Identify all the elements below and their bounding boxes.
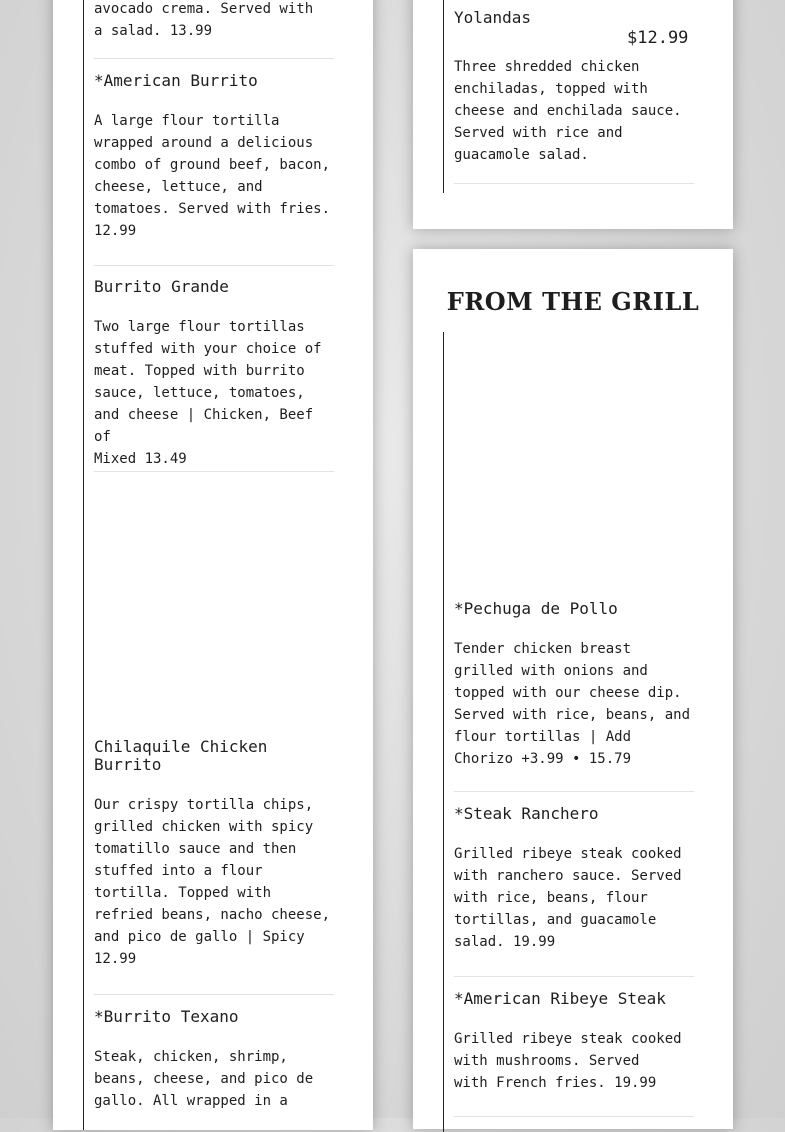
item-name: *Steak Ranchero [454, 804, 599, 823]
item-description-line: Tender chicken breast [454, 641, 632, 657]
item-description-line: topped with our cheese dip. [454, 685, 682, 701]
menu-item-steak-ranchero [454, 805, 694, 953]
item-description-line: and cheese | Chicken, Beef of [94, 407, 314, 445]
item-description-line: tortilla. Topped with [94, 885, 272, 901]
item-description-line: wrapped around a delicious [94, 135, 314, 151]
item-divider [94, 58, 334, 59]
item-description-line: a salad. 13.99 [94, 23, 213, 39]
item-description-line: A large flour tortilla [94, 113, 280, 129]
item-divider [94, 265, 334, 266]
menu-item-american-ribeye-steak [454, 990, 694, 1094]
item-description-line: 12.99 [94, 951, 137, 967]
item-description-line: tomatillo sauce and then [94, 841, 297, 857]
item-description-line: with rice, beans, flour [454, 890, 648, 906]
menu-item-yolandas [454, 9, 694, 27]
item-divider [454, 976, 694, 977]
item-description-line: Served with rice and [454, 125, 623, 141]
item-description-line: beans, cheese, and pico de [94, 1071, 314, 1087]
item-description-line: gallo. All wrapped in a [94, 1093, 288, 1109]
item-description-line: 12.99 [94, 223, 137, 239]
item-divider [454, 791, 694, 792]
item-divider [94, 471, 334, 472]
item-description-line: stuffed with your choice of [94, 341, 322, 357]
item-description-line: Three shredded chicken [454, 59, 640, 75]
item-price: $12.99 [627, 28, 689, 48]
item-description-line: stuffed into a flour [94, 863, 263, 879]
menu-item-burrito-texano [94, 1008, 334, 1112]
item-divider [454, 1116, 694, 1117]
menu-item-chilaquile-chicken-burrito [94, 738, 334, 970]
menu-item-fragment [94, 0, 334, 42]
menu-item-pechuga-de-pollo [454, 600, 694, 770]
item-description-line: combo of ground beef, bacon, [94, 157, 331, 173]
item-description-line: grilled chicken with spicy [94, 819, 314, 835]
item-name: *Pechuga de Pollo [454, 599, 618, 618]
item-description-line: with French fries. 19.99 [454, 1075, 657, 1091]
item-description-line: Chorizo +3.99 • 15.79 [454, 751, 632, 767]
item-description-line: flour tortillas | Add [454, 729, 632, 745]
item-description-line: cheese and enchilada sauce. [454, 103, 682, 119]
menu-item-yolandas-description [454, 56, 694, 166]
menu-item-burrito-grande [94, 278, 334, 470]
item-divider [94, 994, 334, 995]
item-description-line: and pico de gallo | Spicy [94, 929, 305, 945]
item-description-line: avocado crema. Served with [94, 1, 314, 17]
section-title: FROM THE GRILL [446, 287, 700, 316]
item-divider [454, 183, 694, 184]
item-description-line: Two large flour tortillas [94, 319, 305, 335]
right-top-column-rule [443, 0, 444, 193]
item-description-line: tortillas, and guacamole [454, 912, 657, 928]
item-description-line: tomatoes. Served with fries. [94, 201, 331, 217]
item-description-line: Served with rice, beans, and [454, 707, 691, 723]
item-name: *American Ribeye Steak [454, 989, 666, 1008]
item-description-line: meat. Topped with burrito [94, 363, 305, 379]
item-name: Yolandas [454, 8, 532, 27]
item-name-line: Chilaquile Chicken [94, 737, 268, 756]
item-name: Burrito Grande [94, 277, 229, 296]
item-description-line: guacamole salad. [454, 147, 589, 163]
item-description-line: with ranchero sauce. Served [454, 868, 682, 884]
item-description-line: enchiladas, topped with [454, 81, 648, 97]
item-description-line: Grilled ribeye steak cooked [454, 846, 682, 862]
item-name-line: Burrito [94, 755, 162, 774]
grill-menu-card [413, 249, 733, 1129]
item-description-line: Mixed 13.49 [94, 451, 187, 467]
left-menu-card [53, 0, 373, 1130]
grill-column-rule [443, 332, 444, 1132]
item-name: *American Burrito [94, 71, 258, 90]
item-description-line: Our crispy tortilla chips, [94, 797, 314, 813]
item-description-line: salad. 19.99 [454, 934, 556, 950]
item-description-line: cheese, lettuce, and [94, 179, 263, 195]
left-column-rule [83, 0, 84, 1130]
item-description-line: sauce, lettuce, tomatoes, [94, 385, 305, 401]
item-description-line: with mushrooms. Served [454, 1053, 640, 1069]
menu-item-american-burrito [94, 72, 334, 242]
right-top-menu-card [413, 0, 733, 229]
item-description-line: grilled with onions and [454, 663, 648, 679]
item-description-line: refried beans, nacho cheese, [94, 907, 331, 923]
item-name: *Burrito Texano [94, 1007, 239, 1026]
item-description-line: Grilled ribeye steak cooked [454, 1031, 682, 1047]
item-description-line: Steak, chicken, shrimp, [94, 1049, 288, 1065]
